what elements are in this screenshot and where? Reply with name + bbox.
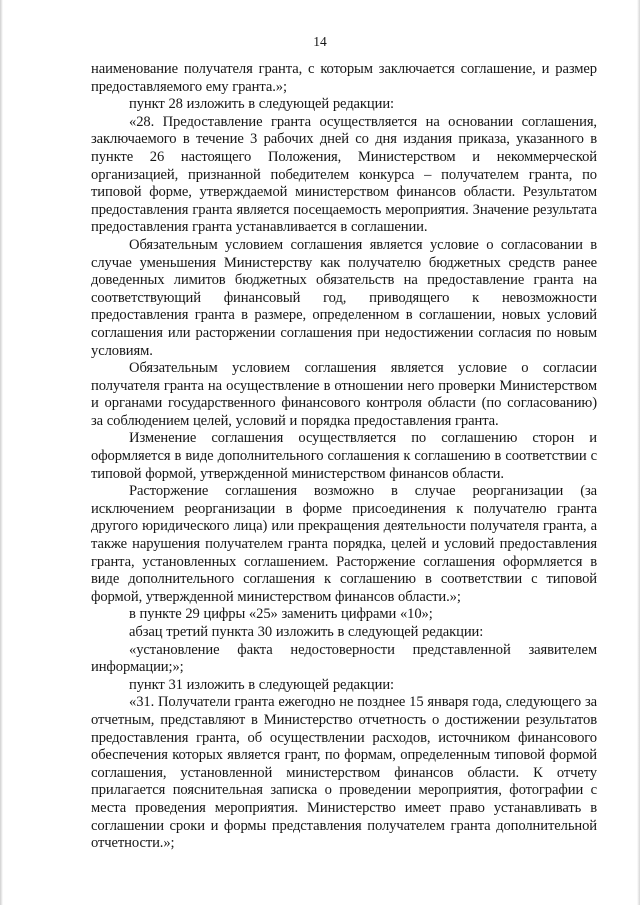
paragraph-3: «28. Предоставление гранта осуществляется на основании соглашения, заключаемого в течение 3 рабочих дней со дня издания приказа, указанного в пункте 26 настоящего Положения, Министерством и некоммерческой организацией, признанной победителем конкурса – получателем гранта, по типовой форме, утверждаемой министерством финансов области. Результатом предоставления гранта является посещаемость мероприятия. Значение результата предоставления гранта устанавливается в соглашении.: [91, 113, 597, 236]
document-body: [91, 61, 597, 853]
scan-edge-left: [0, 0, 3, 905]
paragraph-4: Обязательным условием соглашения является условие о согласовании в случае уменьшения Министерству как получателю бюджетных средств ранее доведенных лимитов бюджетных обязательств на предоставление гранта на соответствующий финансовый год, приводящего к невозможности предоставления гранта в размере, определенном в соглашении, новых условий соглашения или расторжении соглашения при недостижении согласия по новым условиям.: [91, 236, 597, 359]
page-number: 14: [313, 34, 327, 49]
paragraph-10: «установление факта недостоверности представленной заявителем информации;»;: [91, 641, 597, 676]
paragraph-9: абзац третий пункта 30 изложить в следующей редакции:: [129, 624, 484, 640]
paragraph-11: пункт 31 изложить в следующей редакции:: [129, 676, 394, 693]
paragraph-12: «31. Получатели гранта ежегодно не позднее 15 января года, следующего за отчетным, представляют в Министерство отчетность о достижении результатов предоставления гранта, об осуществлении расходов, источником финансового обеспечения которых является грант, по формам, определенным типовой формой соглашения, установленной министерством финансов области. К отчету прилагается пояснительная записка о проведении мероприятия, фотографии с места проведения мероприятия. Министерство имеет право устанавливать в соглашении сроки и формы представления получателем гранта дополнительной отчетности.»;: [91, 694, 597, 852]
paragraph-8: в пункте 29 цифры «25» заменить цифрами «10»;: [129, 606, 433, 623]
paragraph-1: наименование получателя гранта, с которым заключается соглашение, и размер предоставляемого ему гранта.»;: [91, 61, 597, 95]
paragraph-7: Расторжение соглашения возможно в случае реорганизации (за исключением реорганизации в форме присоединения к получателю гранта другого юридического лица) или прекращения деятельности получателя гранта, а также нарушения получателем гранта порядка, целей и условий предоставления гранта, установленных соглашением. Расторжение соглашения оформляется в виде дополнительного соглашения к соглашению в соответствии с типовой формой, утвержденной министерством финансов области.»;: [91, 483, 597, 605]
paragraph-2: пункт 28 изложить в следующей редакции:: [129, 96, 394, 113]
paragraph-6: Изменение соглашения осуществляется по соглашению сторон и оформляется в виде дополнительного соглашения к соглашению в соответствии с типовой формой, утвержденной министерством финансов области.: [91, 430, 597, 482]
paragraph-5: Обязательным условием соглашения является условие о согласии получателя гранта на осуществление в отношении него проверки Министерством и органами государственного финансового контроля области (по согласованию) за соблюдением целей, условий и порядка предоставления гранта.: [91, 360, 597, 429]
